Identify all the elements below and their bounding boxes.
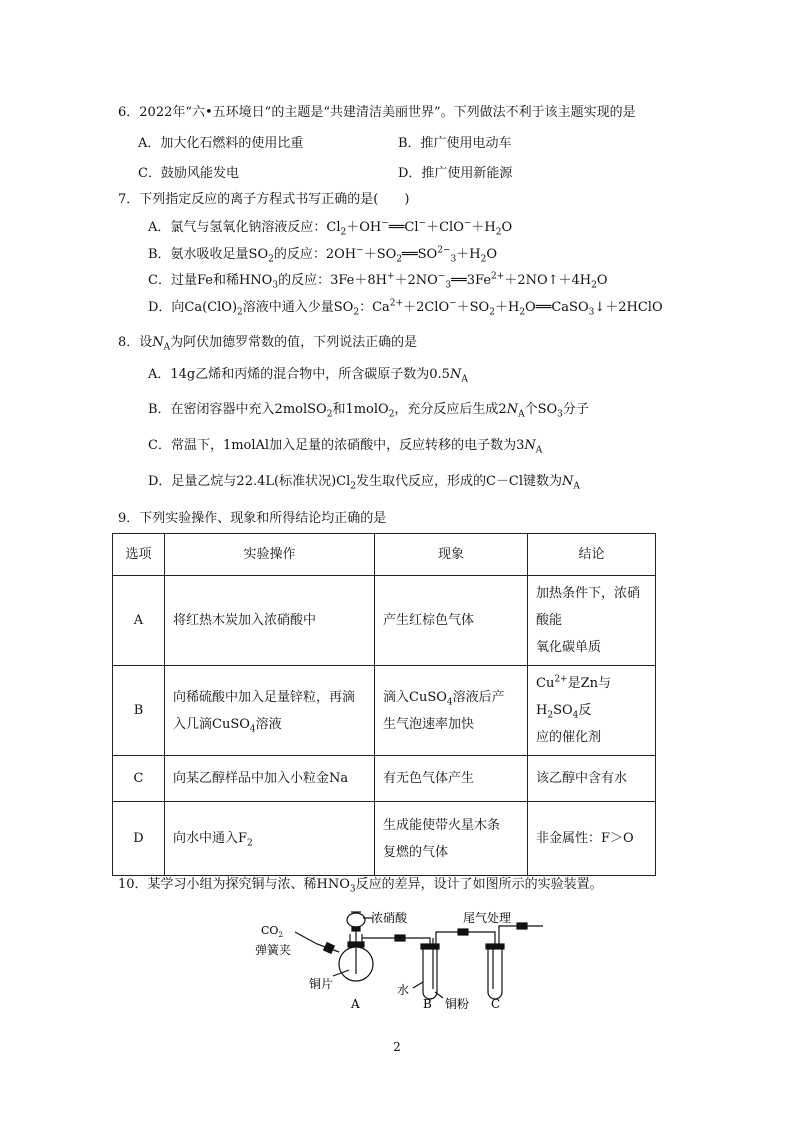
row-option: A [113,576,165,666]
q6-option-c: C．鼓励风能发电 [138,166,239,181]
row-operation: 将红热木炭加入浓硝酸中 [165,576,375,666]
q7-option-a: A．氯气与氢氧化钠溶液反应：$Cl_2+OH^-══Cl^-+ClO^-+H_2O$ [148,218,513,238]
question-10-stem: 10．某学习小组为探究铜与浓、稀$HNO_3$反应的差异，设计了如图所示的实验装置。 [118,877,603,895]
apparatus-b-label: B [423,997,432,1011]
header-operation: 实验操作 [165,534,375,576]
row-option: C [113,756,165,802]
apparatus-diagram [255,904,545,1014]
q6-option-a: A．加大化石燃料的使用比重 [138,136,304,151]
q8-option-d: D．足量乙烷与22.4L(标准状况)$Cl_2$发生取代反应，形成的C－Cl键数为$N_A$ [148,474,580,492]
row-phenomenon: 滴入CuSO$_4$溶液后产 生气泡速率加快 [375,666,528,756]
q7-option-c: C．过量Fe和稀$HNO_3$的反应：$3Fe+8H^++2NO^-_3══3Fe^{2+}+2NO↑+4H_2O$ [148,271,608,291]
row-operation: 向某乙醇样品中加入小粒金Na [165,756,375,802]
experiment-table [112,533,656,876]
copper-sheet-label: 铜片 [309,977,334,991]
table-row [113,756,656,802]
q6-option-d: D．推广使用新能源 [398,166,513,181]
row-operation: 向稀硫酸中加入足量锌粒，再滴 入几滴CuSO$_4$溶液 [165,666,375,756]
row-conclusion: 加热条件下，浓硝酸能 氧化碳单质 [528,576,656,666]
co2-label: $CO_2$ [261,924,283,939]
row-phenomenon: 生成能使带火星木条 复燃的气体 [375,802,528,876]
water-label: 水 [397,983,410,997]
q7-option-b: B．氨水吸收足量$SO_2$的反应：$2OH^-+SO_2══SO^{2-}_3+H_2O$ [148,245,497,265]
page-number: 2 [393,1040,401,1054]
row-conclusion: 非金属性：F＞O [528,802,656,876]
row-phenomenon: 有无色气体产生 [375,756,528,802]
q7-option-d: D．向$Ca(ClO)_2$溶液中通入少量$SO_2$：$Ca^{2+}+2ClO^-+SO_2+H_2O══CaSO_3↓+2HClO$ [148,298,663,318]
acid-label: 浓硝酸 [371,911,408,925]
q6-option-b: B．推广使用电动车 [398,136,512,151]
question-7-stem: 7．下列指定反应的离子方程式书写正确的是( ) [118,192,410,207]
clip-label: 弹簧夹 [255,943,292,957]
row-phenomenon: 产生红棕色气体 [375,576,528,666]
question-8-stem: 8．设$N_A$为阿伏加德罗常数的值，下列说法正确的是 [118,335,418,353]
question-6-stem: 6．2022年“六•五环境日”的主题是“共建清洁美丽世界”。下列做法不利于该主题实现的是 [118,105,636,120]
table-row [113,802,656,876]
question-9-stem: 9．下列实验操作、现象和所得结论均正确的是 [118,511,387,526]
table-row [113,666,656,756]
header-phenomenon: 现象 [375,534,528,576]
q8-option-c: C．常温下，1molAl加入足量的浓硝酸中，反应转移的电子数为$3N_A$ [148,438,543,456]
copper-powder-label: 铜粉 [445,997,470,1011]
apparatus-a-label: A [351,997,360,1011]
header-option: 选项 [113,534,165,576]
q8-option-b: B．在密闭容器中充入2molSO$_2$和1molO$_2$，充分反应后生成$2N_A$个$SO_3$分子 [148,402,589,420]
q8-option-a: A．14g乙烯和丙烯的混合物中，所含碳原子数为$0.5N_A$ [148,367,468,385]
row-conclusion: $Cu^{2+}$是Zn与$H_2SO_4$反 应的催化剂 [528,666,656,756]
row-option: D [113,802,165,876]
header-conclusion: 结论 [528,534,656,576]
row-option: B [113,666,165,756]
tail-gas-label: 尾气处理 [463,911,512,925]
row-operation: 向水中通入$F_2$ [165,802,375,876]
table-header-row [113,534,656,576]
table-row [113,576,656,666]
apparatus-c-label: C [491,997,501,1011]
row-conclusion: 该乙醇中含有水 [528,756,656,802]
